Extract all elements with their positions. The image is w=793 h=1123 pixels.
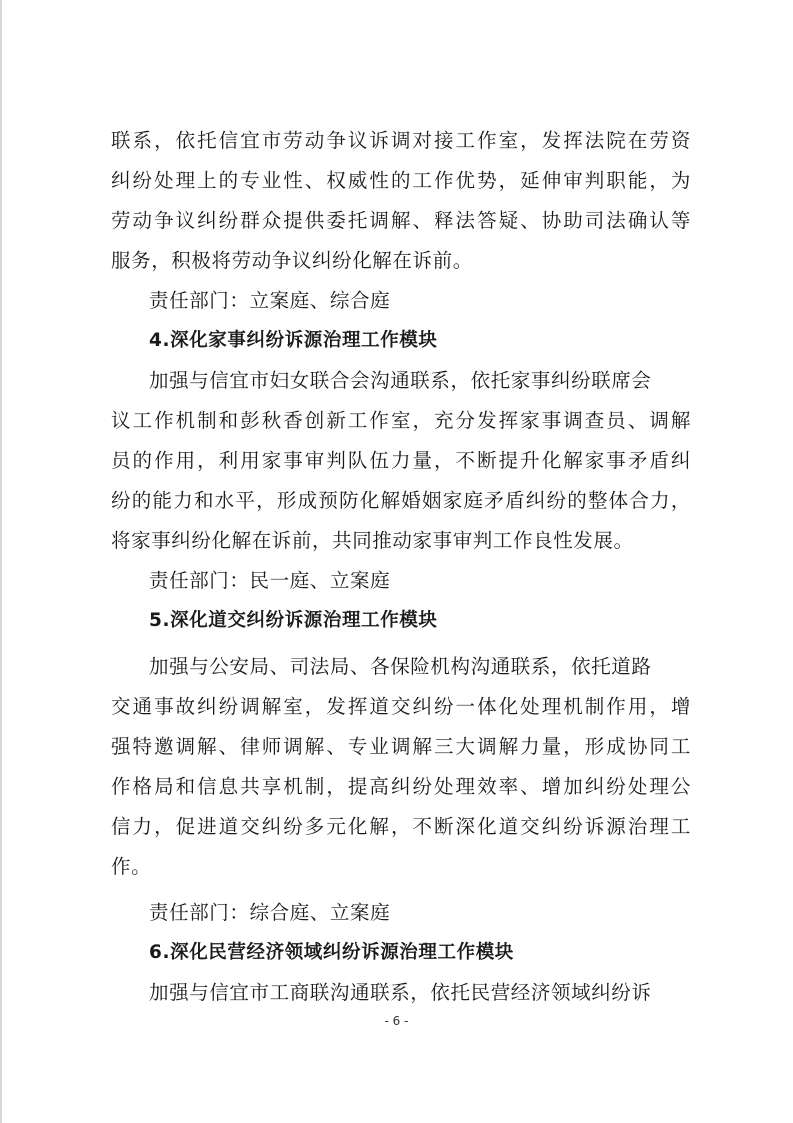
section-heading: 5.深化道交纠纷诉源治理工作模块 <box>149 610 438 631</box>
responsible-department: 责任部门：民一庭、立案庭 <box>149 569 391 592</box>
text-line: 服务，积极将劳动争议纠纷化解在诉前。 <box>111 249 473 272</box>
responsible-department: 责任部门：综合庭、立案庭 <box>149 901 391 924</box>
text-line: 联系，依托信宜市劳动争议诉调对接工作室，发挥法院在劳资 <box>111 129 691 152</box>
paragraph-traffic-dispute <box>111 647 691 887</box>
section-heading: 4.深化家事纠纷诉源治理工作模块 <box>149 330 438 351</box>
text-line: 将家事纠纷化解在诉前，共同推动家事审判工作良性发展。 <box>111 529 634 552</box>
page-number: - 6 - <box>384 1014 409 1028</box>
text-line: 加强与公安局、司法局、各保险机构沟通联系，依托道路 <box>149 655 652 678</box>
page-edge <box>0 0 2 1123</box>
paragraph-private-economy <box>111 973 691 1013</box>
text-line: 纷的能力和水平，形成预防化解婚姻家庭矛盾纠纷的整体合力， <box>111 489 691 512</box>
text-line: 纠纷处理上的专业性、权威性的工作优势，延伸审判职能，为 <box>111 169 691 192</box>
section-heading: 6.深化民营经济领域纠纷诉源治理工作模块 <box>149 942 514 963</box>
text-line: 劳动争议纠纷群众提供委托调解、释法答疑、协助司法确认等 <box>111 209 691 232</box>
paragraph-family-dispute <box>111 361 691 561</box>
text-line: 交通事故纠纷调解室，发挥道交纠纷一体化处理机制作用，增 <box>111 695 691 718</box>
text-line: 信力，促进道交纠纷多元化解，不断深化道交纠纷诉源治理工 <box>111 815 691 838</box>
text-line: 加强与信宜市工商联沟通联系，依托民营经济领域纠纷诉 <box>149 981 652 1004</box>
text-line: 作格局和信息共享机制，提高纠纷处理效率、增加纠纷处理公 <box>111 775 691 798</box>
text-line: 员的作用，利用家事审判队伍力量，不断提升化解家事矛盾纠 <box>111 449 691 472</box>
document-body <box>111 121 691 1013</box>
paragraph-labor-dispute <box>111 121 691 281</box>
text-line: 强特邀调解、律师调解、专业调解三大调解力量，形成协同工 <box>111 735 691 758</box>
responsible-department: 责任部门：立案庭、综合庭 <box>149 289 391 312</box>
text-line: 作。 <box>111 855 152 878</box>
text-line: 议工作机制和彭秋香创新工作室，充分发挥家事调查员、调解 <box>111 409 691 432</box>
text-line: 加强与信宜市妇女联合会沟通联系，依托家事纠纷联席会 <box>149 369 652 392</box>
